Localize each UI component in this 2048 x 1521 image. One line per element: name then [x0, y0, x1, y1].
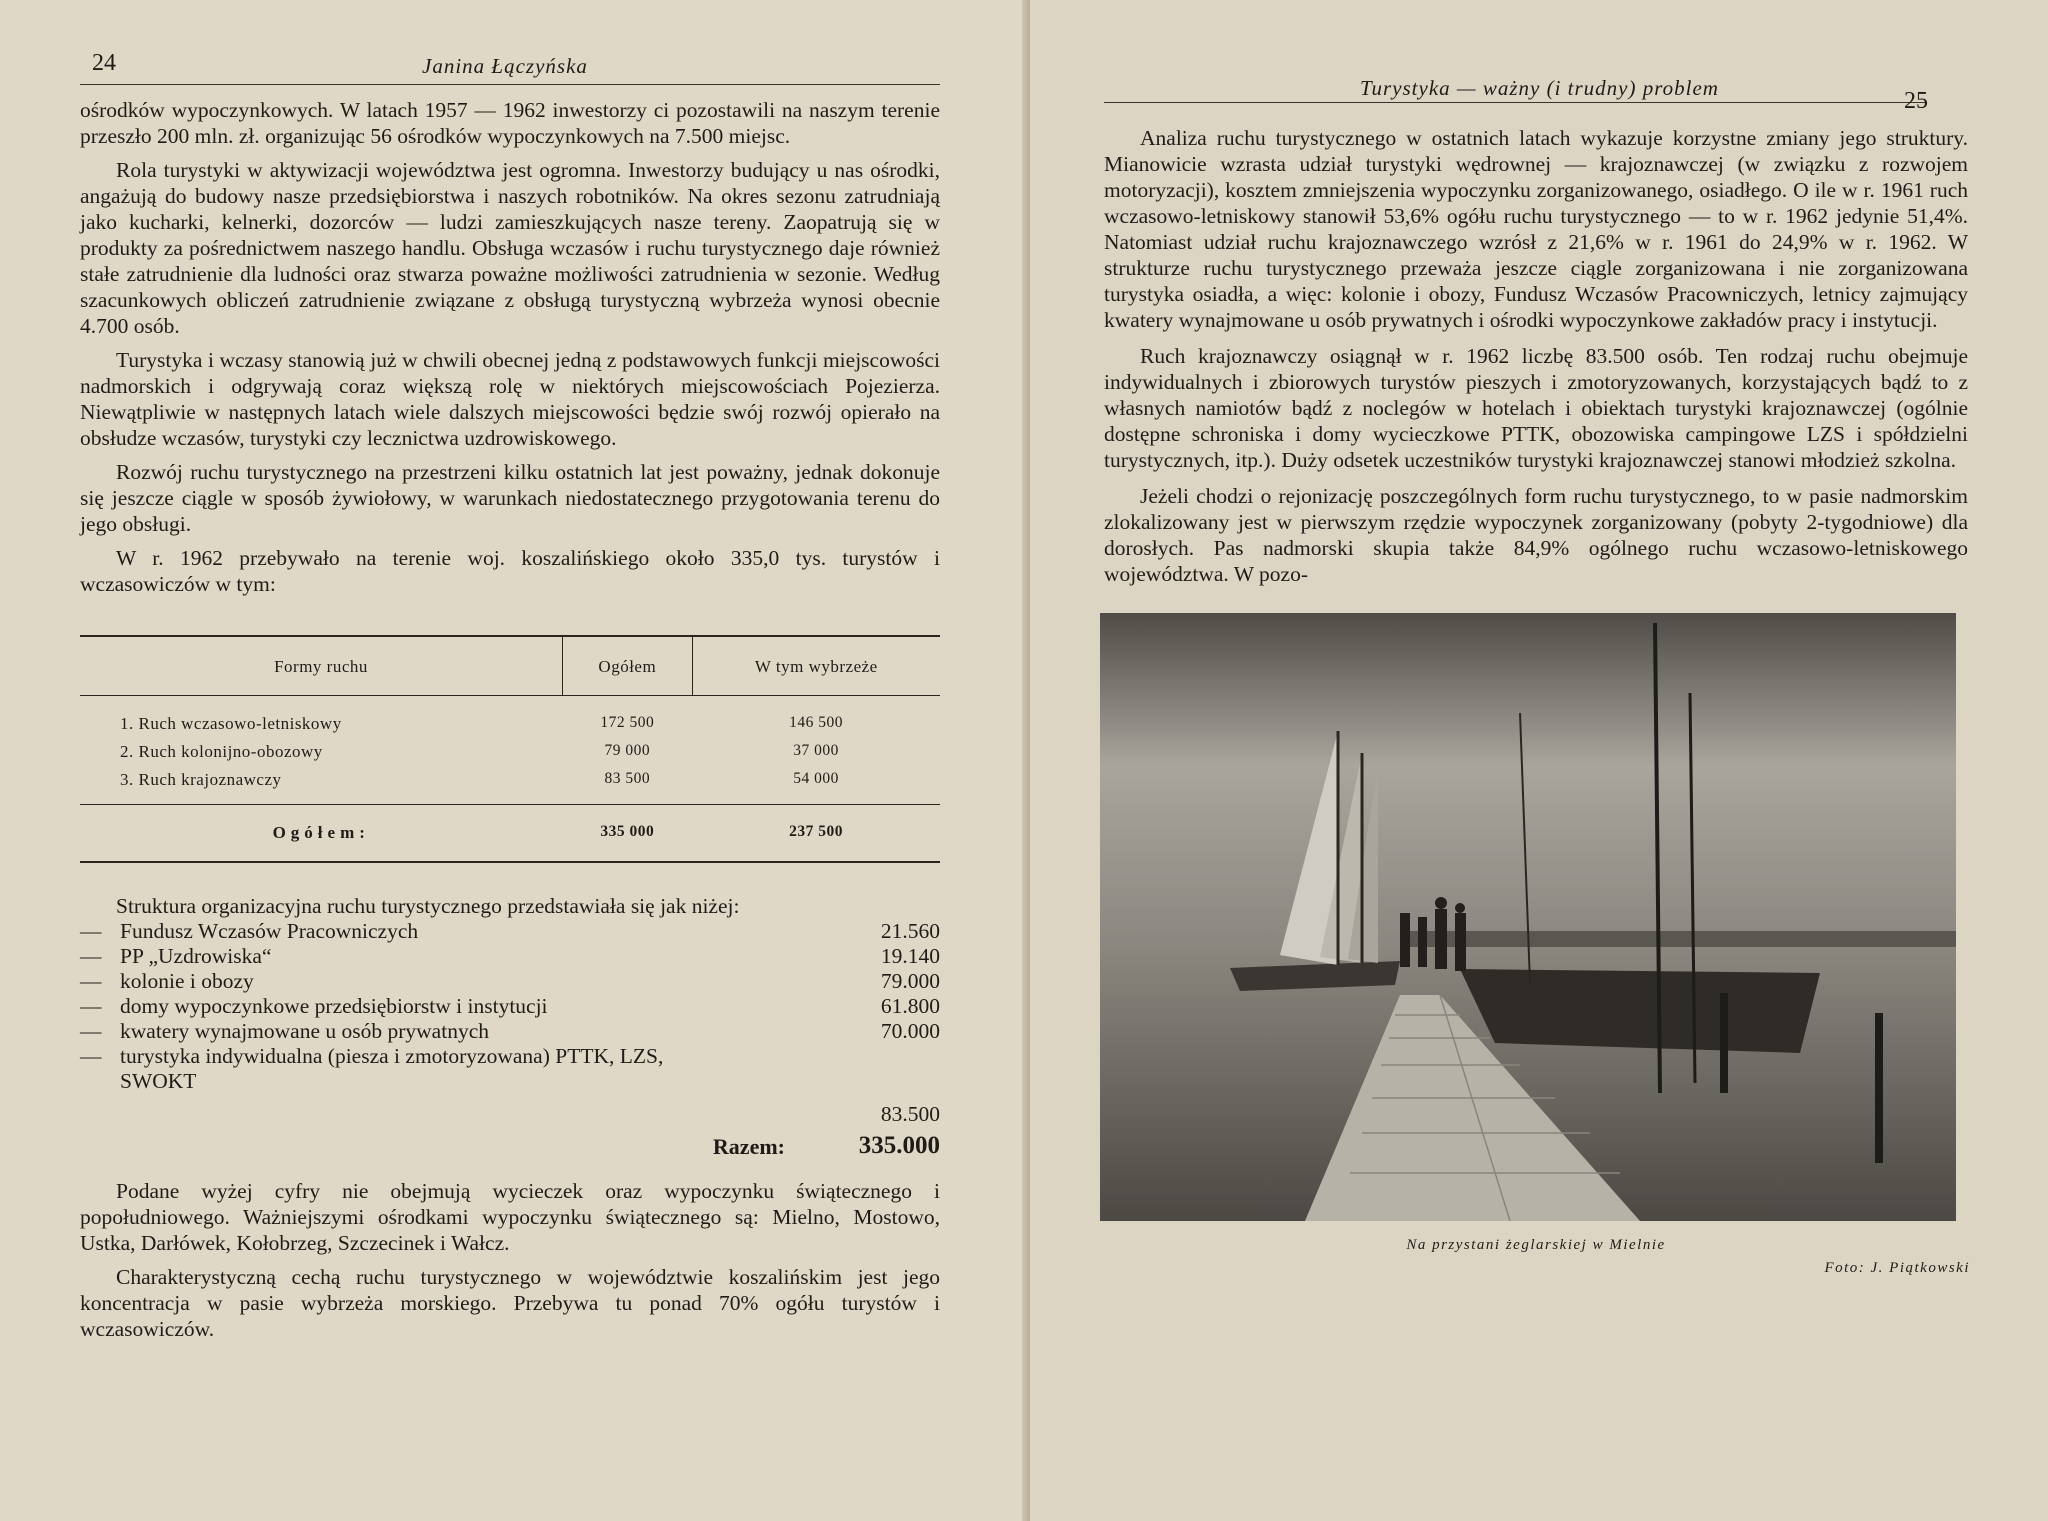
- photo-credit: Foto: J. Piątkowski: [1824, 1260, 1970, 1276]
- list-item: [80, 944, 940, 969]
- row-coast: 54 000: [692, 766, 940, 805]
- list-item-value: 79.000: [880, 969, 940, 993]
- left-closing-text: [80, 1178, 940, 1342]
- table-sum-row: [80, 805, 940, 863]
- paragraph: Ruch krajoznawczy osiągnął w r. 1962 liczbę 83.500 osób. Ten rodzaj ruchu obejmuje indywidualnych i zbiorowych turystów pieszych i zmotoryzowanych, korzystających bądź to z własnych namiotów bądź z noclegów w hotelach i obiektach turystyki krajoznawczej (ogólnie dostępne schroniska i domy wycieczkowe PTTK, obozowiska campingowe LZS i spółdzielni turystycznych, itp.). Duży odsetek uczestników turystyki krajoznawczej stanowi młodzież szkolna.: [1104, 344, 1968, 472]
- left-running-title: Janina Łączyńska: [422, 54, 588, 78]
- paragraph: Podane wyżej cyfry nie obejmują wycieczek oraz wypoczynku świątecznego i popołudniowego. Ważniejszymi ośrodkami wypoczynku świątecznego są: Mielno, Mostowo, Ustka, Darłówek, Kołobrzeg, Szczecinek i Wałcz.: [80, 1179, 940, 1255]
- sum-total: 335 000: [563, 805, 693, 863]
- list-item-text: turystyka indywidualna (piesza i zmotoryzowana) PTTK, LZS, SWOKT: [120, 1044, 664, 1093]
- list-item-value: 61.800: [880, 994, 940, 1018]
- list-dash: —: [80, 1044, 102, 1068]
- list-item: [80, 969, 940, 994]
- list-dash: —: [80, 944, 102, 968]
- list-dash: —: [80, 969, 102, 993]
- razem-label: Razem:: [712, 1134, 785, 1159]
- sum-label: Ogółem:: [80, 805, 563, 863]
- list-item-value: 70.000: [880, 1019, 940, 1043]
- photo-caption: Na przystani żeglarskiej w Mielnie: [1406, 1237, 1666, 1253]
- paragraph: Jeżeli chodzi o rejonizację poszczególnych form ruchu turystycznego, to w pasie nadmorskim zlokalizowany jest w pierwszym rzędzie wypoczynek zorganizowany (pobyty 2-tygodniowe) dla dorosłych. Pas nadmorski skupia także 84,9% ogólnego ruchu wczasowo-letniskowego województwa. W pozo-: [1104, 484, 1968, 586]
- left-page-number: 24: [92, 50, 116, 76]
- table-row: [80, 766, 940, 805]
- list-dash: —: [80, 919, 102, 943]
- row-coast: 37 000: [793, 742, 839, 759]
- list-item: [80, 919, 940, 944]
- right-page-number: 25: [1904, 88, 1928, 114]
- paragraph: Charakterystyczną cechą ruchu turystycznego w województwie koszalińskim jest jego koncentracja w pasie wybrzeża morskiego. Przebywa tu ponad 70% ogółu turystów i wczasowiczów.: [80, 1265, 940, 1341]
- tourism-table: [80, 635, 940, 863]
- list-item-text: kolonie i obozy: [120, 969, 254, 993]
- paragraph: Turystyka i wczasy stanowią już w chwili obecnej jedną z podstawowych funkcji miejscowości nadmorskich i odgrywają coraz większą rolę w niektórych miejscowościach Pojezierza. Niewątpliwie w następnych latach wiele dalszych miejscowości będzie swój rozwój opierało na obsłudze wczasów, turystyki czy lecznictwa uzdrowiskowego.: [80, 348, 940, 450]
- list-dash: —: [80, 1019, 102, 1043]
- right-running-head: [1104, 72, 1928, 114]
- razem-value: 335.000: [858, 1132, 940, 1159]
- right-page: [1030, 0, 2048, 1521]
- list-item-value: 19.140: [880, 944, 940, 968]
- row-total: 83 500: [563, 766, 693, 805]
- list-item: [80, 1044, 940, 1094]
- paragraph: Analiza ruchu turystycznego w ostatnich latach wykazuje korzystne zmiany jego struktury. Mianowicie wzrasta udział turystyki wędrownej — krajoznawczej (w związku z rozwojem motoryzacji), kosztem zmniejszenia wypoczynku zorganizowanego, osiadłego. O ile w r. 1961 ruch wczasowo-letniskowy stanowił 53,6% ogółu ruchu turystycznego — to w r. 1962 jedynie 51,4%. Natomiast udział ruchu krajoznawczego wzrósł z 21,6% w r. 1961 do 24,9% w r. 1962. W strukturze ruchu turystycznego przeważa jeszcze ciągle zorganizowana i nie zorganizowana turystyka osiadła, a więc: kolonie i obozy, Fundusz Wczasów Pracowniczych, letnicy zajmujący kwatery wynajmowane u osób prywatnych i ośrodki wypoczynkowe zakładów pracy i instytucji.: [1104, 126, 1968, 332]
- org-last-value-line: [80, 1102, 940, 1128]
- list-item-text: kwatery wynajmowane u osób prywatnych: [120, 1019, 489, 1043]
- header-coast: W tym wybrzeże: [692, 636, 940, 696]
- table-row: [80, 738, 940, 766]
- razem-line: [80, 1132, 940, 1166]
- left-running-head: [80, 50, 940, 85]
- list-item-text: PP „Uzdrowiska“: [120, 944, 272, 968]
- row-label: 3. Ruch krajoznawczy: [80, 766, 563, 805]
- left-body-text: [80, 97, 940, 597]
- header-total: Ogółem: [563, 636, 693, 696]
- list-item-text: Fundusz Wczasów Pracowniczych: [120, 919, 419, 943]
- paragraph: Rozwój ruchu turystycznego na przestrzeni kilku ostatnich lat jest poważny, jednak dokonuje się jeszcze ciągle w sposób żywiołowy, w warunkach niedostatecznego przygotowania terenu do jego obsługi.: [80, 460, 940, 536]
- list-item-value: 21.560: [880, 919, 940, 943]
- list-item-text: domy wypoczynkowe przedsiębiorstw i instytucji: [120, 994, 548, 1018]
- row-coast: 146 500: [789, 714, 843, 731]
- sum-coast: 237 500: [692, 805, 940, 863]
- list-dash: —: [80, 994, 102, 1018]
- table-row: [80, 696, 940, 739]
- row-label: 1. Ruch wczasowo-letniskowy: [120, 714, 342, 733]
- right-running-title: Turystyka — ważny (i trudny) problem: [1360, 76, 1719, 100]
- org-structure-intro: Struktura organizacyjna ruchu turystycznego przedstawiała się jak niżej:: [116, 894, 740, 918]
- right-body-text: [1104, 125, 1968, 587]
- header-forms: Formy ruchu: [80, 636, 563, 696]
- row-label: 2. Ruch kolonijno-obozowy: [120, 742, 323, 761]
- list-item: [80, 994, 940, 1019]
- org-last-value: 83.500: [880, 1102, 940, 1126]
- harbor-photo-illustration: [1100, 613, 1956, 1221]
- table-header-row: [80, 636, 940, 696]
- paragraph: W r. 1962 przebywało na terenie woj. koszalińskiego około 335,0 tys. turystów i wczasowiczów w tym:: [80, 546, 940, 596]
- list-item: [80, 1019, 940, 1044]
- row-total: 172 500: [600, 714, 655, 731]
- harbor-photo: [1100, 613, 1956, 1221]
- org-structure-list: [80, 919, 940, 1094]
- paragraph: ośrodków wypoczynkowych. W latach 1957 — 1962 inwestorzy ci pozostawili na naszym terenie przeszło 200 mln. zł. organizując 56 ośrodków wypoczynkowych na 7.500 miejsc.: [80, 98, 940, 148]
- paragraph: Rola turystyki w aktywizacji województwa jest ogromna. Inwestorzy budujący u nas ośrodki, angażują do budowy nasze przedsiębiorstwa i naszych robotników. Na okres sezonu zatrudniają jako kucharki, kelnerki, dozorców — ludzi zamieszkujących nasze tereny. Zaopatrują się w produkty za pośrednictwem naszego handlu. Obsługa wczasów i ruchu turystycznego daje również stałe zatrudnienie dla ludności oraz stwarza poważne możliwości zatrudnienia w sezonie. Według szacunkowych obliczeń zatrudnienie związane z obsługą turystyczną wybrzeża wynosi obecnie 4.700 osób.: [80, 158, 940, 338]
- row-total: 79 000: [604, 742, 651, 759]
